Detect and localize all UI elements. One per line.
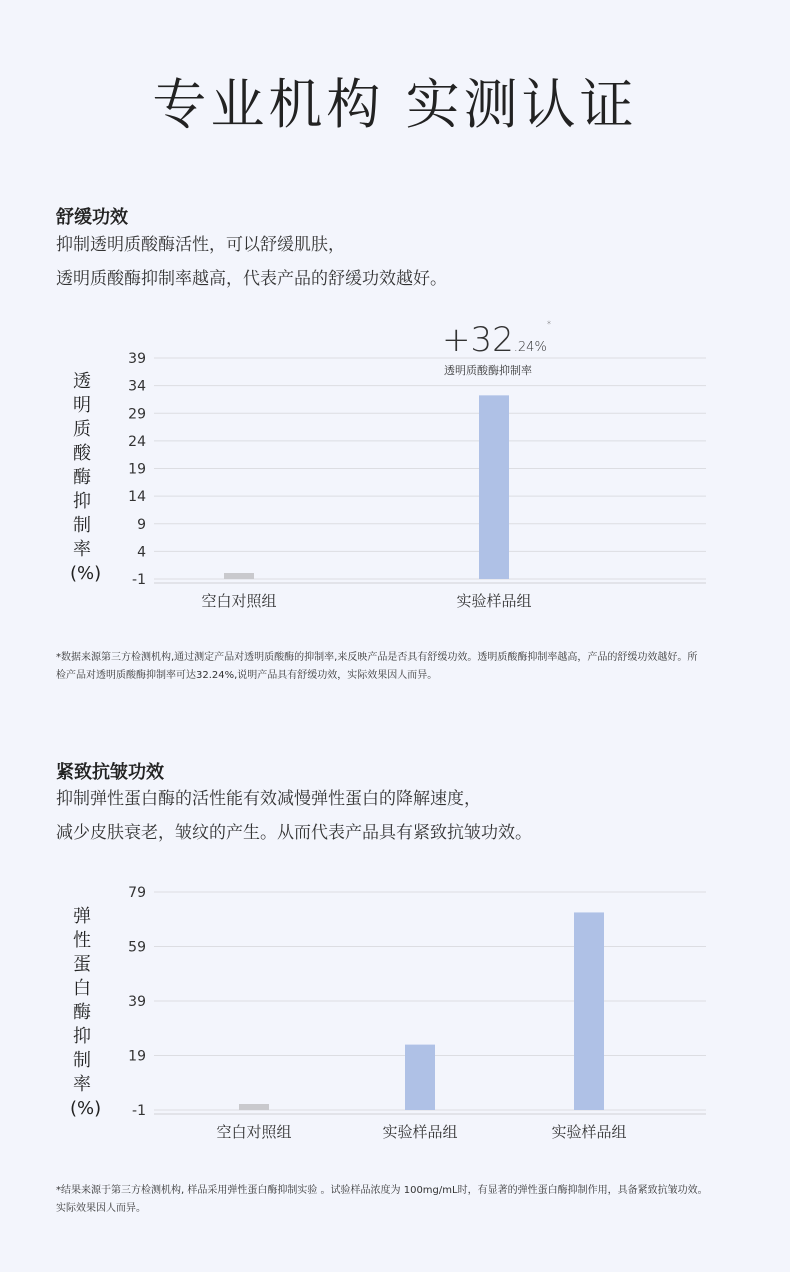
firming-heading: 紧致抗皱功效 [56, 762, 164, 783]
soothing-desc-line-1: 抑制透明质酸酶活性，可以舒缓肌肤， [56, 235, 345, 255]
callout-decimal: .24% [513, 340, 547, 355]
y-tick-label: 19 [128, 1048, 146, 1065]
y-tick-label: 9 [137, 516, 146, 533]
y-tick-label: 4 [137, 544, 146, 561]
y-tick-label: 19 [128, 461, 146, 478]
x-tick-label: 实验样品组 [382, 1123, 458, 1141]
chart2-y-axis-label: 弹性蛋白酶抑制率(%) [70, 906, 102, 1119]
bar [405, 1045, 435, 1110]
callout-star: * [546, 320, 552, 330]
firming-footnote [56, 1182, 746, 1218]
y-tick-label: 24 [128, 433, 146, 450]
y-tick-label: -1 [132, 572, 146, 588]
firming-footnote-line-1: *结果来源于第三方检测机构, 样品采用弹性蛋白酶抑制实验 。试验样品浓度为 100mg/mL时，有显著的弹性蛋白酶抑制作用，具备紧致抗皱功效。 [56, 1185, 708, 1196]
y-tick-label: 14 [128, 489, 146, 506]
y-tick-label: 34 [128, 378, 146, 395]
firming-footnote-line-2: 实际效果因人而异。 [56, 1203, 146, 1214]
firming-desc-line-1: 抑制弹性蛋白酶的活性能有效减慢弹性蛋白的降解速度， [56, 789, 481, 809]
soothing-footnote-line-2: 检产品对透明质酸酶抑制率可达32.24%,说明产品具有舒缓功效，实际效果因人而异。 [56, 670, 438, 681]
soothing-heading: 舒缓功效 [56, 207, 128, 228]
firming-desc-line-2: 减少皮肤衰老，皱纹的产生。从而代表产品具有紧致抗皱功效。 [56, 823, 532, 843]
callout-value: +32 [442, 320, 514, 360]
y-tick-label: 39 [128, 994, 146, 1010]
page-title: 专业机构 实测认证 [152, 73, 638, 136]
y-tick-label: -1 [132, 1103, 146, 1119]
soothing-footnote-line-1: *数据来源第三方检测机构,通过测定产品对透明质酸酶的抑制率,来反映产品是否具有舒缓功效。透明质酸酶抑制率越高，产品的舒缓功效越好。所 [56, 652, 698, 663]
x-tick-label: 空白对照组 [216, 1123, 292, 1141]
bar [239, 1104, 269, 1110]
chart1-y-axis-label: 透明质酸酶抑制率(%) [70, 371, 102, 584]
y-tick-label: 39 [128, 351, 146, 367]
x-tick-label: 空白对照组 [201, 592, 277, 610]
x-tick-label: 实验样品组 [551, 1123, 627, 1141]
y-tick-label: 29 [128, 406, 146, 423]
bar [574, 912, 604, 1110]
y-tick-label: 79 [128, 885, 146, 901]
x-tick-label: 实验样品组 [456, 592, 532, 610]
soothing-desc-line-2: 透明质酸酶抑制率越高，代表产品的舒缓功效越好。 [56, 269, 447, 289]
y-tick-label: 59 [128, 939, 146, 956]
chart1-callout-label: 透明质酸酶抑制率 [444, 364, 532, 377]
